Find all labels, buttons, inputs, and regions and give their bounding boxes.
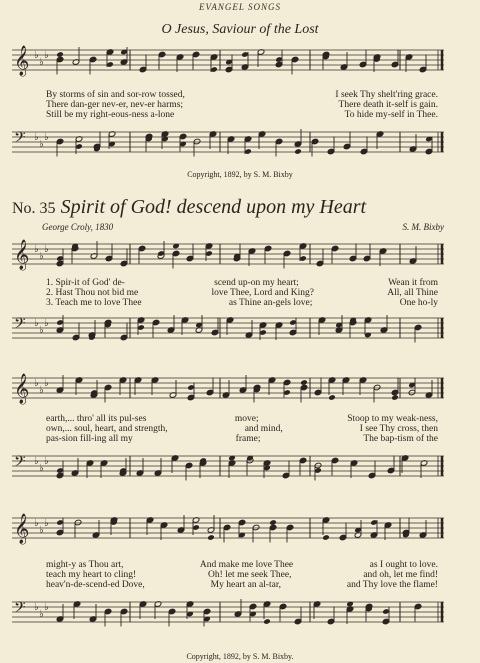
flat-icon: ♭ xyxy=(34,132,39,143)
system3-lyric-line-3 xyxy=(46,580,438,590)
lyric-text: and oh, let me find! xyxy=(363,570,438,580)
lyric-text: The bap-tism of the xyxy=(363,434,438,444)
hymn1-lyric-line-1 xyxy=(46,90,438,100)
lyric-text: move; xyxy=(234,414,259,424)
lyric-text: frame; xyxy=(235,434,261,444)
hymn1-lyric-line-2 xyxy=(46,100,438,110)
flat-icon: ♭ xyxy=(39,385,44,396)
note-head xyxy=(207,534,215,541)
lyric-text: I seek Thy shelt'ring grace. xyxy=(335,90,438,100)
staff-lines xyxy=(10,40,446,86)
flat-icon: ♭ xyxy=(39,463,44,474)
system2-lyric-line-2 xyxy=(46,424,438,434)
hymn2-title: Spirit of God! descend upon my Heart xyxy=(60,196,367,218)
flat-icon: ♭ xyxy=(44,50,49,61)
lyric-text: 1. Spir-it of God' de- xyxy=(46,278,125,288)
treble-clef-icon: 𝄞 xyxy=(14,514,30,544)
lyric-text: Wean it from xyxy=(388,278,438,288)
flat-icon: ♭ xyxy=(44,518,49,529)
system3-bass-staff xyxy=(10,592,446,638)
lyric-text: love Thee, Lord and King? xyxy=(211,288,314,298)
system2-lyric-line-1 xyxy=(46,414,438,424)
hymn-number: No. 35 xyxy=(12,200,56,217)
flat-icon: ♭ xyxy=(34,456,39,467)
lyric-text: Oh! let me seek Thee, xyxy=(208,570,292,580)
lyric-text: earth,... thro' all its pul-ses xyxy=(46,414,147,424)
lyric-text: There death it-self is gain. xyxy=(338,100,438,110)
hymn1-lyric-line-3 xyxy=(46,110,438,120)
author-credit: George Croly, 1830 xyxy=(42,222,114,232)
system3-lyric-line-2 xyxy=(46,570,438,580)
system2-treble-staff xyxy=(10,368,446,414)
staff-lines xyxy=(10,234,446,280)
system3-treble-staff xyxy=(10,508,446,554)
flat-icon: ♭ xyxy=(44,456,49,467)
staff-lines xyxy=(10,508,446,554)
flat-icon: ♭ xyxy=(39,609,44,620)
system1-lyric-line-2 xyxy=(46,288,438,298)
note-head xyxy=(328,394,336,401)
lyric-text: Stoop to my weak-ness, xyxy=(347,414,438,424)
system1-lyric-line-3 xyxy=(46,298,438,308)
staff-lines xyxy=(10,122,446,168)
flat-icon: ♭ xyxy=(34,518,39,529)
bass-clef-icon: 𝄢 xyxy=(14,129,26,150)
note-head xyxy=(300,379,308,386)
lyric-text: own,... soul, heart, and strength, xyxy=(46,424,168,434)
staff-lines xyxy=(10,592,446,638)
flat-icon: ♭ xyxy=(39,251,44,262)
treble-clef-icon: 𝄞 xyxy=(14,374,30,404)
lyric-text: and Thy love the flame! xyxy=(346,580,438,590)
staff-lines xyxy=(10,308,446,354)
lyric-text: might-y as Thou art, xyxy=(46,560,124,570)
bass-clef-icon: 𝄢 xyxy=(14,453,26,474)
flat-icon: ♭ xyxy=(39,325,44,336)
flat-icon: ♭ xyxy=(34,378,39,389)
lyric-text: To hide my-self in Thee. xyxy=(344,110,438,120)
flat-icon: ♭ xyxy=(44,378,49,389)
lyric-text: as Thine an-gels love; xyxy=(228,298,313,308)
hymn2-copyright: Copyright, 1892, by S. M. Bixby. xyxy=(186,652,294,661)
lyric-text: And make me love Thee xyxy=(199,560,294,570)
lyric-text: scend up-on my heart; xyxy=(214,278,299,288)
lyric-text: teach my heart to cling! xyxy=(46,570,137,580)
lyric-text: Still be my right-eous-ness a-lone xyxy=(46,110,175,120)
hymn2-heading xyxy=(12,196,472,219)
running-header: EVANGEL SONGS xyxy=(199,2,281,12)
system2-lyric-line-3 xyxy=(46,434,438,444)
flat-icon: ♭ xyxy=(39,57,44,68)
lyric-text: as I ought to love. xyxy=(369,560,438,570)
lyric-text: 2. Hast Thou not bid me xyxy=(46,288,139,298)
lyric-text: 3. Teach me to love Thee xyxy=(46,298,142,308)
lyric-text: I see Thy cross, then xyxy=(359,424,438,434)
staff-lines xyxy=(10,368,446,414)
hymn1-title: O Jesus, Saviour of the Lost xyxy=(161,22,319,37)
treble-clef-icon: 𝄞 xyxy=(14,46,30,76)
treble-clef-icon: 𝄞 xyxy=(14,240,30,270)
hymn1-bass-staff xyxy=(10,122,446,168)
note-head xyxy=(322,534,330,541)
system1-bass-staff xyxy=(10,308,446,354)
system1-lyric-line-1 xyxy=(46,278,438,288)
flat-icon: ♭ xyxy=(34,244,39,255)
note-head xyxy=(263,618,271,625)
flat-icon: ♭ xyxy=(39,139,44,150)
note-head xyxy=(269,519,277,526)
note-head xyxy=(56,51,64,58)
lyric-text: There dan-ger nev-er, nev-er harms; xyxy=(46,100,184,110)
flat-icon: ♭ xyxy=(44,132,49,143)
lyric-text: By storms of sin and sor-row tossed, xyxy=(46,90,185,100)
system2-bass-staff xyxy=(10,446,446,492)
lyric-text: My heart an al-tar, xyxy=(210,580,281,590)
system1-treble-staff xyxy=(10,234,446,280)
lyric-text: pas-sion fill-ing all my xyxy=(46,434,133,444)
composer-credit: S. M. Bixby xyxy=(402,222,444,232)
bass-clef-icon: 𝄢 xyxy=(14,599,26,620)
system3-lyric-line-1 xyxy=(46,560,438,570)
staff-lines xyxy=(10,446,446,492)
note-head xyxy=(391,394,399,401)
flat-icon: ♭ xyxy=(34,602,39,613)
flat-icon: ♭ xyxy=(44,318,49,329)
lyric-text: heav'n-de-scend-ed Dove, xyxy=(46,580,145,590)
hymn1-copyright: Copyright, 1892, by S. M. Bixby xyxy=(187,170,293,179)
flat-icon: ♭ xyxy=(39,525,44,536)
hymn1-treble-staff xyxy=(10,40,446,86)
lyric-text: and mind, xyxy=(244,424,283,434)
lyric-text: One ho-ly xyxy=(399,298,438,308)
flat-icon: ♭ xyxy=(44,244,49,255)
flat-icon: ♭ xyxy=(34,50,39,61)
flat-icon: ♭ xyxy=(34,318,39,329)
bass-clef-icon: 𝄢 xyxy=(14,315,26,336)
flat-icon: ♭ xyxy=(44,602,49,613)
lyric-text: All, all Thine xyxy=(387,288,438,298)
note-head xyxy=(294,148,302,155)
